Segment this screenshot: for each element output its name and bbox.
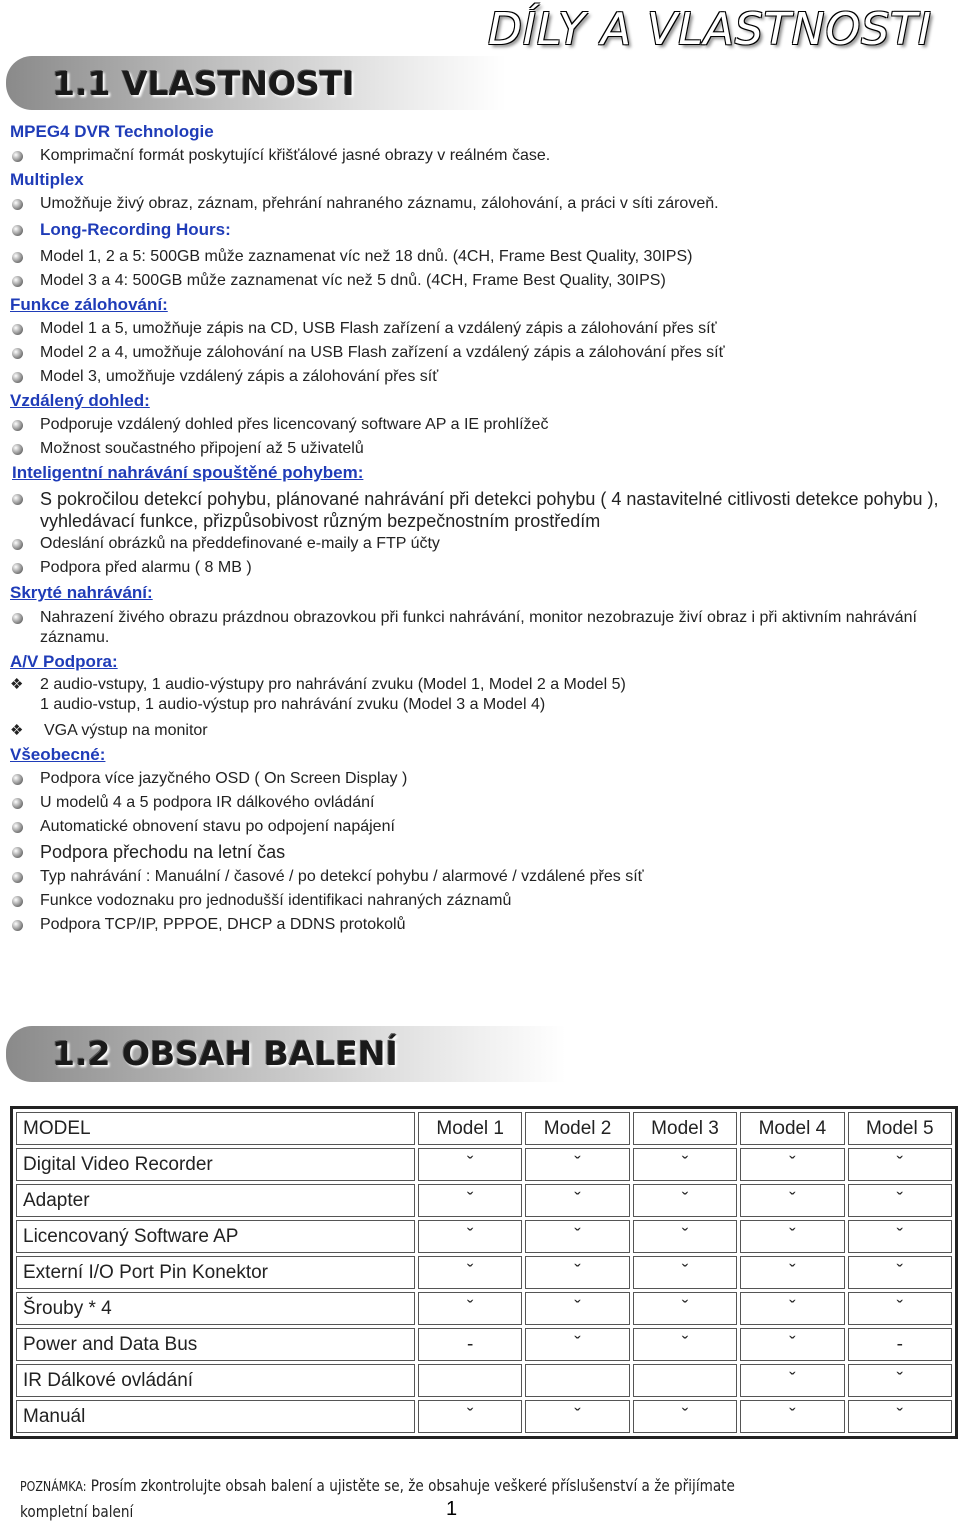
table-cell-model: ˇ [525, 1184, 629, 1217]
table-cell-model: ˇ [633, 1220, 737, 1253]
bullet-icon [12, 774, 23, 785]
table-cell-model [525, 1364, 629, 1397]
list-item: Model 3, umožňuje vzdálený zápis a zálohování přes síť [10, 365, 960, 389]
table-cell-item: Adapter [16, 1184, 415, 1217]
table-cell-model: ˇ [740, 1148, 844, 1181]
motion-heading: Inteligentní nahrávání spouštěné pohybem: [12, 463, 364, 482]
table-cell-model: ˇ [848, 1292, 952, 1325]
table-cell-item: MODEL [16, 1112, 415, 1145]
table-cell-model [418, 1364, 522, 1397]
list-item: Podpora TCP/IP, PPPOE, DHCP a DDNS protokolů [10, 913, 960, 937]
table-row [16, 1184, 952, 1217]
remote-heading: Vzdálený dohled: [10, 391, 150, 410]
bullet-icon [12, 539, 23, 550]
bullet-icon [12, 896, 23, 907]
table-cell-model: ˇ [848, 1148, 952, 1181]
table-cell-model: Model 5 [848, 1112, 952, 1145]
table-cell-model: ˇ [633, 1292, 737, 1325]
bullet-icon [12, 420, 23, 431]
list-item: Odeslání obrázků na předdefinované e-maily a FTP účty [10, 532, 960, 556]
table-cell-model: Model 3 [633, 1112, 737, 1145]
list-item: Model 2 a 4, umožňuje zálohování na USB Flash zařízení a vzdálený zápis a zálohování přes síť [10, 341, 960, 365]
table-cell-model: ˇ [740, 1184, 844, 1217]
table-cell-model: - [848, 1328, 952, 1361]
table-cell-item: Šrouby * 4 [16, 1292, 415, 1325]
bullet-icon [12, 563, 23, 574]
table-cell-model: ˇ [848, 1184, 952, 1217]
table-cell-model: ˇ [740, 1328, 844, 1361]
list-item: Funkce vodoznaku pro jednodušší identifikaci nahraných záznamů [10, 889, 960, 913]
table-cell-model: ˇ [418, 1256, 522, 1289]
list-item: Automatické obnovení stavu po odpojení napájení [10, 815, 960, 839]
table-cell-model: ˇ [633, 1400, 737, 1433]
bullet-icon [12, 252, 23, 263]
list-item: Podpora před alarmu ( 8 MB ) [10, 556, 960, 580]
table-cell-model: ˇ [633, 1256, 737, 1289]
bullet-icon [12, 920, 23, 931]
table-row [16, 1256, 952, 1289]
diamond-bullet-icon: ❖ [10, 676, 24, 693]
table-cell-model: ˇ [633, 1148, 737, 1181]
bullet-icon [12, 798, 23, 809]
list-item: Umožňuje živý obraz, záznam, přehrání nahraného záznamu, zálohování, a práci v síti zároveň. [10, 192, 960, 216]
list-item: Podporuje vzdálený dohled přes licencovaný software AP a IE prohlížeč [10, 413, 960, 437]
bullet-icon [12, 444, 23, 455]
table-row [16, 1400, 952, 1433]
table-cell-model: ˇ [740, 1364, 844, 1397]
table-row [16, 1364, 952, 1397]
bullet-icon [12, 324, 23, 335]
note [20, 1474, 768, 1524]
bullet-icon [12, 276, 23, 287]
table-cell-model: ˇ [418, 1292, 522, 1325]
table-cell-model [633, 1364, 737, 1397]
table-cell-model: ˇ [740, 1220, 844, 1253]
list-item: U modelů 4 a 5 podpora IR dálkového ovládání [10, 791, 960, 815]
bullet-icon [12, 494, 23, 505]
table-row [16, 1148, 952, 1181]
table-cell-model: ˇ [525, 1400, 629, 1433]
table-row [16, 1328, 952, 1361]
table-cell-model: ˇ [525, 1256, 629, 1289]
section1-banner [6, 56, 506, 110]
table-cell-model: Model 2 [525, 1112, 629, 1145]
table-cell-model: ˇ [525, 1148, 629, 1181]
table-cell-model: ˇ [418, 1220, 522, 1253]
table-cell-item: Digital Video Recorder [16, 1148, 415, 1181]
bullet-icon [12, 822, 23, 833]
list-item: ❖ VGA výstup na monitor [10, 715, 960, 743]
table-cell-model: ˇ [848, 1256, 952, 1289]
longrec-heading: Long-Recording Hours: [40, 220, 231, 239]
section1-title: 1.1 VLASTNOSTI [52, 64, 355, 103]
multiplex-heading: Multiplex [10, 170, 84, 189]
list-item: Model 3 a 4: 500GB může zaznamenat víc než 5 dnů. (4CH, Frame Best Quality, 30IPS) [10, 269, 960, 293]
backup-heading: Funkce zálohování: [10, 295, 168, 314]
table-cell-model: ˇ [848, 1364, 952, 1397]
note-text: Prosím zkontrolujte obsah balení a ujistěte se, že obsahuje veškeré příslušenství a že přijímate kompletní balení [20, 1476, 735, 1521]
table-cell-item: IR Dálkové ovládání [16, 1364, 415, 1397]
list-item: Podpora více jazyčného OSD ( On Screen Display ) [10, 767, 960, 791]
package-contents-table [10, 1106, 958, 1439]
bullet-icon [12, 225, 23, 236]
table-cell-model: ˇ [848, 1400, 952, 1433]
table-cell-model: ˇ [740, 1400, 844, 1433]
page-top-title: DÍLY A VLASTNOSTI [488, 4, 932, 55]
bullet-icon [12, 613, 23, 624]
table-cell-model: ˇ [525, 1220, 629, 1253]
table-cell-item: Licencovaný Software AP [16, 1220, 415, 1253]
table-cell-model: ˇ [418, 1400, 522, 1433]
table-cell-model: ˇ [740, 1292, 844, 1325]
table-header-row [16, 1112, 952, 1145]
table-cell-item: Power and Data Bus [16, 1328, 415, 1361]
bullet-icon [12, 348, 23, 359]
hidden-heading: Skryté nahrávání: [10, 583, 153, 602]
list-item: Komprimační formát poskytující křišťálové jasné obrazy v reálném čase. [10, 144, 960, 168]
section2-title: 1.2 OBSAH BALENÍ [52, 1034, 398, 1073]
features-list [10, 120, 960, 937]
list-item: Model 1, 2 a 5: 500GB může zaznamenat víc než 18 dnů. (4CH, Frame Best Quality, 30IPS) [10, 245, 960, 269]
bullet-icon [12, 199, 23, 210]
bullet-icon [12, 847, 23, 858]
table-row [16, 1220, 952, 1253]
table-cell-model: ˇ [633, 1184, 737, 1217]
table-cell-model: ˇ [525, 1328, 629, 1361]
table-cell-model: ˇ [418, 1148, 522, 1181]
list-item: Nahrazení živého obrazu prázdnou obrazovkou při funkci nahrávání, monitor nezobrazuje živí obraz i při aktivním nahrávání záznamu. [10, 606, 960, 648]
table-cell-model: ˇ [418, 1184, 522, 1217]
note-label: POZNÁMKA: [20, 1480, 87, 1495]
av-heading: A/V Podpora: [10, 652, 118, 671]
list-item: ❖ 2 audio-vstupy, 1 audio-výstupy pro nahrávání zvuku (Model 1, Model 2 a Model 5) 1 audio-vstup, 1 audio-výstup pro nahrávání zvuku (Model 3 a Model 4) [10, 676, 626, 713]
general-heading: Všeobecné: [10, 745, 106, 764]
table-cell-item: Externí I/O Port Pin Konektor [16, 1256, 415, 1289]
page-number: 1 [446, 1498, 458, 1520]
table-row [16, 1292, 952, 1325]
list-item [10, 216, 960, 245]
list-item: Typ nahrávání : Manuální / časové / po detekcí pohybu / alarmové / vzdálené přes síť [10, 865, 960, 889]
table-cell-model: ˇ [633, 1328, 737, 1361]
list-item: Podpora přechodu na letní čas [10, 839, 960, 865]
bullet-icon [12, 151, 23, 162]
mpeg-heading: MPEG4 DVR Technologie [10, 122, 214, 141]
bullet-icon [12, 872, 23, 883]
table-cell-model: - [418, 1328, 522, 1361]
table-cell-model: ˇ [740, 1256, 844, 1289]
list-item: S pokročilou detekcí pohybu, plánované nahrávání při detekci pohybu ( 4 nastavitelné citlivosti detekce pohybu ), vyhledávací funkce, přizpůsobivost různým bezpečnostním prostředím [10, 485, 960, 532]
diamond-bullet-icon: ❖ [10, 722, 24, 739]
list-item: Model 1 a 5, umožňuje zápis na CD, USB Flash zařízení a vzdálený zápis a zálohování přes síť [10, 317, 960, 341]
table-cell-item: Manuál [16, 1400, 415, 1433]
table-cell-model: Model 4 [740, 1112, 844, 1145]
section2-banner [6, 1026, 566, 1082]
bullet-icon [12, 372, 23, 383]
list-item: Možnost součastného připojení až 5 uživatelů [10, 437, 960, 461]
table-cell-model: ˇ [848, 1220, 952, 1253]
table-cell-model: Model 1 [418, 1112, 522, 1145]
table-cell-model: ˇ [525, 1292, 629, 1325]
